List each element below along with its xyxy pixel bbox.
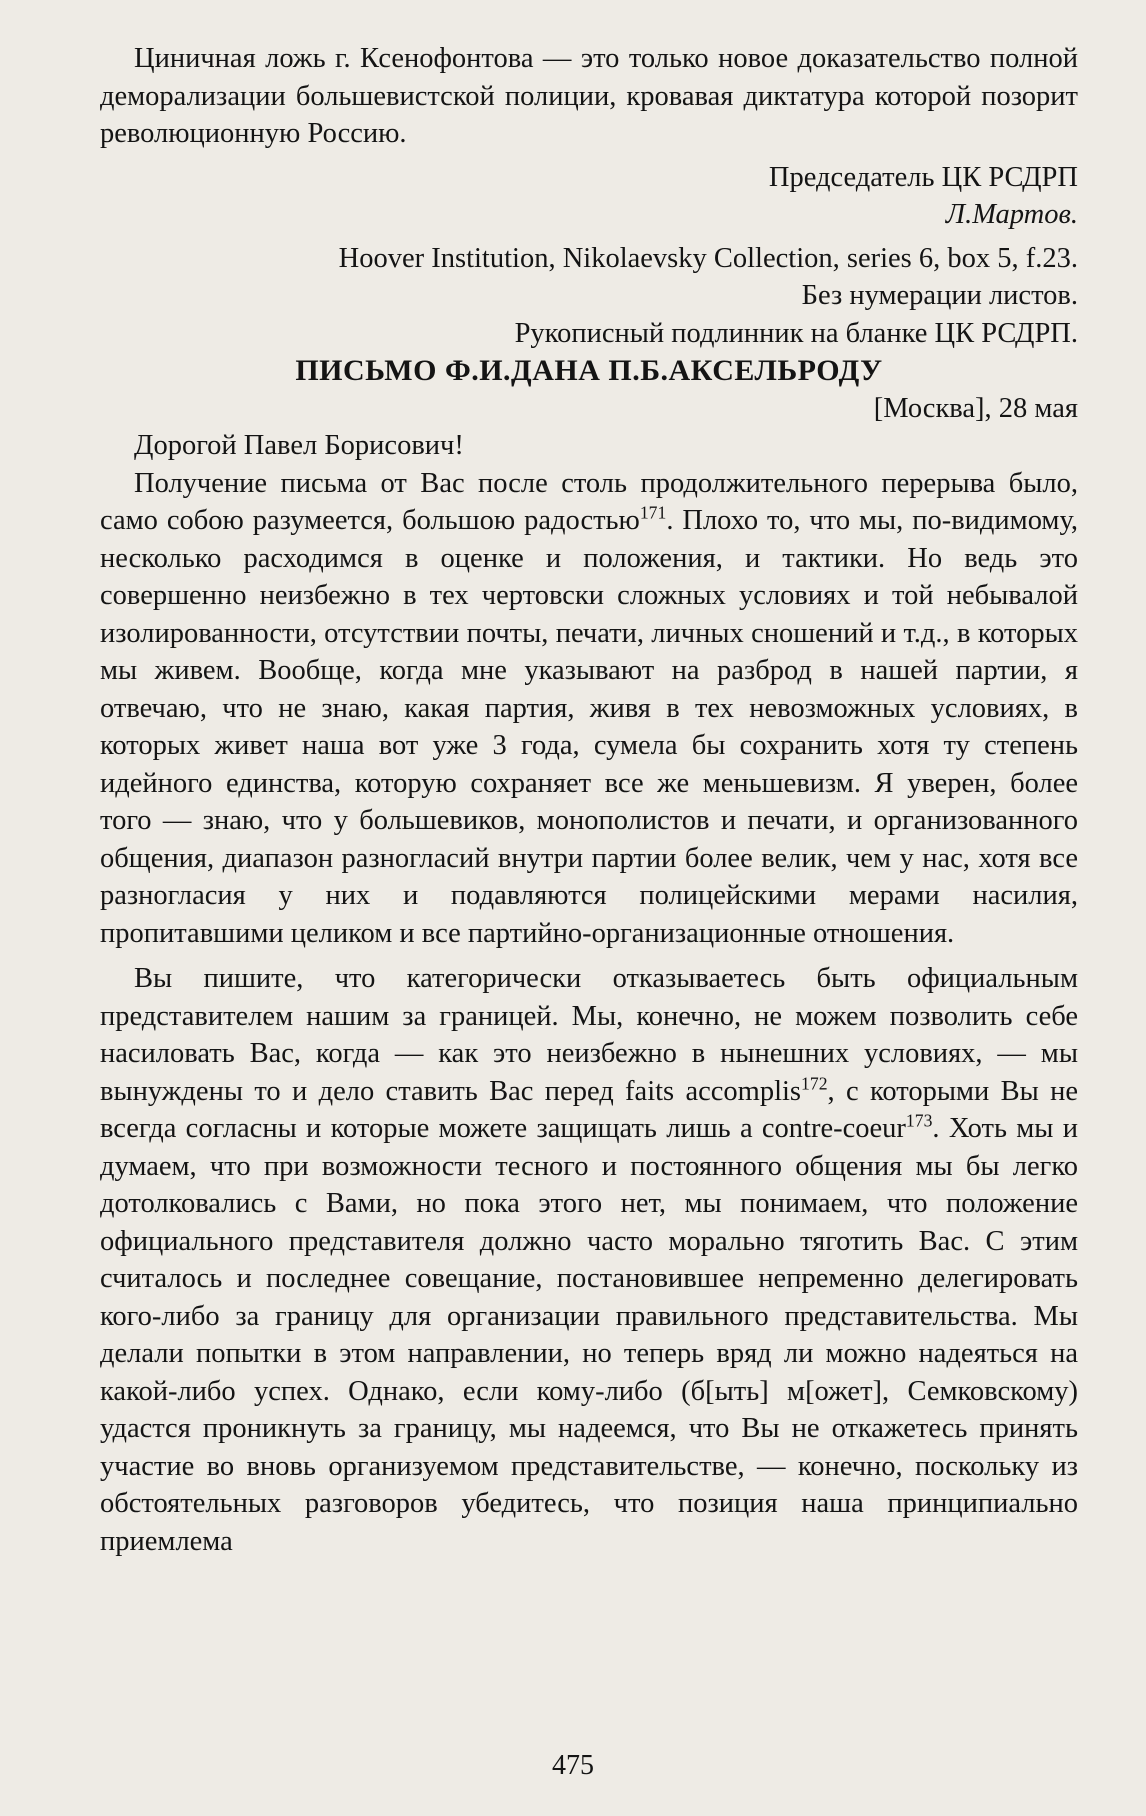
intro-paragraph: Циничная ложь г. Ксенофонтова — это только новое доказательство полной деморализации большевистской полиции, кровавая диктатура которой позорит революционную Россию.	[100, 43, 1078, 149]
signature-name: Л.Мартов.	[945, 199, 1078, 230]
archive-note-pagination: Без нумерации листов.	[801, 280, 1078, 311]
page-number: 475	[552, 1750, 594, 1781]
signature-block	[100, 159, 1078, 234]
letter-greeting: Дорогой Павел Борисович!	[134, 430, 464, 461]
archive-reference	[100, 240, 1078, 353]
footnote-ref-173: 173	[905, 1110, 933, 1131]
footnote-ref-171: 171	[639, 502, 667, 523]
p2-text-a: Вы пишите, что категорически отказываетесь быть официальным представителем нашим за границей. Мы, конечно, не можем позволить себе насиловать Вас, когда — как это неизбежно в нынешних условиях, — мы вынуждены то и дело ставить Вас перед faits accomplis	[100, 963, 1078, 1107]
letter-title: ПИСЬМО Ф.И.ДАНА П.Б.АКСЕЛЬРОДУ	[295, 354, 883, 387]
p1-text-b: . Плохо то, что мы, по-видимому, несколько расходимся в оценке и положения, и тактики. Но ведь это совершенно неизбежно в тех чертовски сложных условиях и той небывалой изолированности, отсутствии почты, печати, личных сношений и т.д., в которых мы живем. Вообще, когда мне указывают на разброд в нашей партии, я отвечаю, что не знаю, какая партия, живя в тех невозможных условиях, в которых живет наша вот уже 3 года, сумела бы сохранить хотя ту степень идейного единства, которую сохраняет все же меньшевизм. Я уверен, более того — знаю, что у большевиков, монополистов и печати, и организованного общения, диапазон разногласий внутри партии более велик, чем у нас, хотя все разногласия у них и подавляются полицейскими мерами насилия, пропитавшими целиком и все партийно-организационные отношения.	[100, 505, 1078, 949]
p2-text-b: , с которыми Вы не всегда согласны и которые можете защищать лишь а contre-coeur	[100, 1075, 1079, 1144]
text-body	[100, 40, 1078, 1560]
letter-paragraph-1	[100, 465, 1078, 953]
letter-paragraph-2	[100, 960, 1078, 1560]
p2-text-c: . Хоть мы и думаем, что при возможности тесного и постоянного общения мы бы легко дотолковались с Вами, но пока этого нет, мы понимаем, что положение официального представителя должно часто морально тяготить Вас. С этим считалось и последнее совещание, постановившее непременно делегировать кого-либо за границу для организации правильного представительства. Мы делали попытки в этом направлении, но теперь вряд ли можно надеяться на какой-либо успех. Однако, если кому-либо (б[ыть] м[ожет], Семковскому) удастся проникнуть за границу, мы надеемся, что Вы не откажетесь принять участие во вновь организуемом представительстве, — конечно, поскольку из обстоятельных разговоров убедитесь, что позиция наша принципиально приемлема	[100, 1113, 1078, 1557]
archive-note-original: Рукописный подлинник на бланке ЦК РСДРП.	[514, 317, 1078, 349]
p1-text-a: Получение письма от Вас после столь продолжительного перерыва было, само собою разумеется, большою радостью	[100, 467, 1078, 536]
letter-date: [Москва], 28 мая	[873, 392, 1078, 424]
signature-position: Председатель ЦК РСДРП	[768, 161, 1078, 193]
archive-source: Hoover Institution, Nikolaevsky Collection, series 6, box 5, f.23.	[338, 242, 1078, 274]
footnote-ref-172: 172	[801, 1073, 828, 1093]
